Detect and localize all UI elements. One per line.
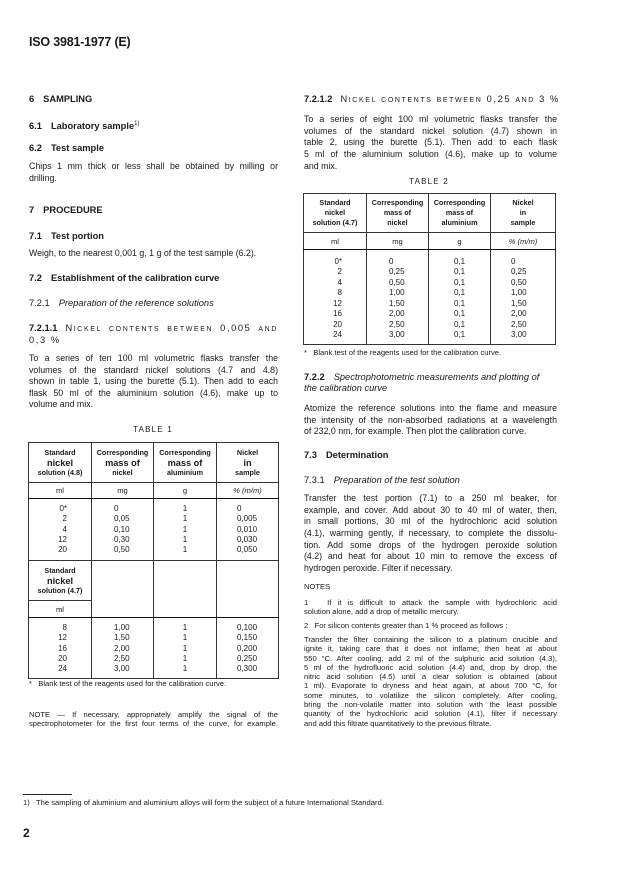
table-cell: 0,05	[114, 514, 130, 524]
empty-cell	[154, 561, 217, 618]
table-cell: 1,00	[114, 623, 130, 632]
table-cell: 20	[333, 319, 342, 329]
table-cell: 2,00	[511, 309, 527, 318]
header-line: nickel	[46, 575, 74, 586]
header-line: mass of	[105, 457, 140, 468]
section-number: 7.3.1	[304, 475, 325, 485]
section-number: 7.2	[29, 273, 42, 283]
section-6-2-heading	[29, 142, 278, 154]
table-cell: 0*	[59, 504, 67, 513]
section-number: 7.2.1	[29, 298, 50, 308]
table-cell: 20	[58, 653, 67, 663]
section-title: Preparation of the reference solutions	[58, 298, 214, 308]
text-line: 550 °C. After cooling, add 2 ml of the sulphuric acid solution (4.3),	[304, 653, 557, 663]
text-line: volumes of the standard nickel solutions (4.7 and 4.8)	[29, 364, 278, 375]
table-cell: 0,30	[114, 534, 130, 544]
header-line: Corresponding	[96, 447, 149, 457]
table-cell: 20	[58, 545, 67, 555]
table-2-footnote	[304, 348, 557, 357]
table-cell: 1	[182, 534, 188, 544]
section-7-2-1-1-heading	[29, 323, 278, 346]
header-mass-of-aluminium	[429, 194, 491, 233]
table-cell: 1	[182, 504, 188, 513]
table-cell: 1,50	[511, 298, 527, 308]
section-7-2-1-2-heading	[304, 94, 560, 106]
text-line: volume and mix.	[29, 399, 94, 409]
text-line: drilling.	[29, 172, 57, 183]
table-cell: 3,00	[511, 330, 527, 339]
table-1-caption: TABLE 1	[133, 425, 173, 434]
section-number: 7	[29, 205, 35, 215]
data-column-volume	[29, 499, 92, 561]
header-line: in	[519, 208, 527, 217]
section-7-3-1-paragraph	[304, 493, 557, 575]
table-cell: 24	[58, 664, 67, 674]
table-cell: 0	[511, 256, 516, 266]
section-7-2-heading	[29, 272, 278, 284]
text-line: To a series of eight 100 ml volumetric flasks transfer the	[304, 114, 557, 124]
section-6-heading	[29, 93, 278, 105]
unit-cell: % (m/m)	[491, 233, 556, 250]
header-line: Standard	[44, 565, 76, 575]
table-cell: 2,50	[389, 319, 405, 329]
table-cell: 2	[62, 514, 67, 524]
table-cell: 0	[237, 504, 242, 513]
section-title: SAMPLING	[43, 94, 93, 104]
text-line: Weigh, to the nearest 0,001 g, 1 g of the test sample (6.2).	[29, 248, 257, 258]
text-line: Chips 1 mm thick or less shall be obtained by milling or	[29, 161, 278, 171]
table-cell: 2	[337, 267, 342, 276]
table-cell: 12	[58, 534, 67, 544]
unit-cell: ml	[304, 233, 367, 250]
empty-cell	[92, 561, 154, 618]
section-number: 6	[29, 94, 35, 104]
text-line: some minutes, to volatilize the silicon completely. After cooling,	[304, 690, 557, 700]
data-column-nickel-percent	[217, 618, 279, 679]
table-cell: 0,100	[237, 623, 258, 632]
table-cell: 3,00	[114, 664, 130, 674]
data-column-volume	[29, 618, 92, 679]
table-cell: 0,1	[453, 319, 466, 329]
header-mass-of-nickel	[367, 194, 429, 233]
section-7-2-1-2-paragraph	[304, 114, 557, 172]
unit-cell: mg	[367, 233, 429, 250]
unit-cell: ml	[29, 601, 92, 618]
table-cell: 12	[333, 298, 342, 308]
footnote-text: The sampling of aluminium and aluminium alloys will form the subject of a future International Standard.	[36, 798, 384, 807]
header-mass-of-aluminium	[154, 443, 217, 483]
header-line: in	[243, 457, 252, 468]
table-cell: 16	[58, 643, 67, 653]
heading-line	[304, 372, 557, 383]
text-line: (4.2) and heat for about 10 min to remove the excess of	[304, 551, 557, 562]
text-line: nitric acid solution (4.5) until a clear solution is obtained (about	[304, 672, 557, 682]
table-subheader-row	[29, 561, 279, 601]
table-cell: 1	[182, 653, 188, 663]
table-unit-row	[29, 483, 279, 499]
header-line: nickel	[46, 457, 74, 468]
section-7-2-2-heading	[304, 372, 557, 394]
table-cell: 2,50	[511, 319, 527, 329]
table-cell: 0	[389, 256, 394, 266]
text-line: flask 50 ml of the aluminium solution (4.6), make up to	[29, 387, 278, 398]
table-1	[28, 442, 279, 679]
unit-cell: % (m/m)	[217, 483, 279, 499]
table-cell: 0,1	[453, 267, 466, 276]
text-line: volumes of the standard nickel solution (4.7) shown in	[304, 125, 557, 136]
table-cell: 0,300	[237, 664, 258, 674]
table-cell: 12	[58, 633, 67, 643]
section-title: Nickel contents between 0,005 and	[65, 323, 278, 333]
table-cell: 0,1	[453, 298, 466, 308]
table-cell: 24	[333, 330, 342, 339]
data-column-mass-nickel	[367, 250, 429, 345]
header-line: sample	[235, 467, 260, 477]
section-title: Determination	[325, 450, 389, 460]
table-cell: 8	[337, 288, 342, 297]
header-line: Standard	[319, 198, 351, 207]
data-column-mass-nickel	[92, 499, 154, 561]
note-1	[304, 598, 557, 617]
table-cell: 1	[182, 545, 188, 555]
header-nickel-in-sample	[217, 443, 279, 483]
section-7-heading	[29, 204, 278, 216]
data-column-mass-nickel	[92, 618, 154, 679]
table-cell: 1,00	[389, 288, 405, 297]
text-line: and mix.	[304, 160, 338, 171]
header-line: Corresponding	[159, 447, 211, 457]
header-line: Nickel	[236, 447, 259, 457]
table-cell: 0,1	[453, 288, 466, 297]
section-number: 7.2.1.1	[29, 323, 58, 333]
header-line: Corresponding	[371, 198, 424, 207]
table-cell: 0,005	[237, 514, 258, 524]
table-cell: 0,030	[237, 534, 258, 544]
footnote-reference: 1)	[134, 121, 140, 127]
table-cell: 0	[114, 504, 119, 513]
table-cell: 3,00	[389, 330, 405, 339]
table-cell: 1	[182, 514, 188, 524]
text-line: 2 For silicon contents greater than 1 % proceed as follows :	[304, 621, 508, 630]
text-line: ignite it, taking care that it does not inflame; then heat at about	[304, 644, 557, 654]
notes-block	[304, 582, 557, 591]
header-line: aluminium	[167, 467, 203, 477]
table-unit-row	[304, 233, 556, 250]
section-7-2-2-paragraph	[304, 403, 557, 438]
section-6-2-paragraph	[29, 161, 278, 184]
table-header-row	[29, 443, 279, 483]
section-7-1-heading	[29, 230, 278, 242]
header-line: solution (4.8)	[37, 467, 83, 477]
table-cell: 0,1	[453, 256, 466, 266]
notes-heading: NOTES	[304, 582, 331, 591]
header-line: Corresponding	[433, 198, 486, 207]
header-line: aluminium	[441, 218, 478, 227]
table-cell: 0,200	[237, 643, 258, 653]
table-cell: 8	[62, 623, 67, 632]
table-cell: 16	[333, 309, 342, 318]
table-cell: 1	[182, 664, 188, 674]
section-title: Test sample	[50, 143, 104, 153]
heading-line	[304, 94, 560, 106]
unit-cell: mg	[92, 483, 154, 499]
table-cell: 0,50	[389, 277, 405, 287]
text-line: hydrogen peroxide. Filter if necessary.	[304, 563, 453, 574]
table-cell: 1	[182, 524, 188, 534]
table-cell: 0,50	[511, 277, 527, 287]
table-cell: 0,25	[511, 267, 527, 276]
table-cell: 0*	[334, 256, 342, 266]
text-line: and add this filtrate quantitatively to the previous filtrate.	[304, 718, 492, 728]
section-number: 7.2.2	[304, 372, 325, 382]
header-line: mass of	[383, 208, 412, 217]
text-line: (4.1), warming gently, if necessary, to complete the dissolu-	[304, 528, 557, 539]
header-nickel-in-sample	[491, 194, 556, 233]
table-cell: 4	[337, 277, 342, 287]
header-line: solution (4.7)	[37, 585, 83, 595]
header-line: Nickel	[512, 198, 534, 207]
data-column-mass-aluminium	[154, 618, 217, 679]
page-number: 2	[23, 826, 30, 840]
section-title-continuation: 0,3 %	[29, 334, 61, 345]
calibration-note	[29, 710, 278, 729]
text-line: in small portions, 30 ml of the hydrochloric acid solution	[304, 516, 557, 527]
data-column-nickel-percent	[491, 250, 556, 345]
text-line: quantity of the hydrochloric acid solution (4.1), filter if necessary	[304, 709, 557, 719]
text-line: 1 If it is difficult to attack the sample with hydrochloric acid	[304, 598, 557, 607]
data-column-mass-aluminium	[429, 250, 491, 345]
header-line: nickel	[112, 467, 133, 477]
table-cell: 0,1	[453, 330, 466, 339]
header-line: sample	[510, 218, 536, 227]
section-title: Test portion	[50, 231, 104, 241]
text-line: * Blank test of the reagents used for the calibration curve.	[304, 348, 502, 357]
section-7-3-heading	[304, 449, 557, 461]
table-cell: 0,050	[237, 545, 258, 555]
data-column-volume	[304, 250, 367, 345]
header-line: Standard	[44, 447, 76, 457]
table-cell: 0,150	[237, 633, 258, 643]
table-cell: 1,50	[389, 298, 405, 308]
text-line: shown in table 1, using the burette (5.1). Then add to each	[29, 376, 278, 386]
text-line: tion. Add some drops of the hydrogen peroxide solution	[304, 539, 557, 550]
section-title: Preparation of the test solution	[333, 475, 460, 485]
unit-cell: g	[154, 483, 217, 499]
header-line: solution (4.7)	[312, 218, 358, 227]
header-mass-of-nickel	[92, 443, 154, 483]
text-line: example, and cover. Add about 30 to 40 ml of water, then,	[304, 504, 557, 515]
section-title: Nickel contents between 0,25 and 3 %	[340, 94, 560, 104]
section-7-3-1-heading	[304, 474, 557, 486]
document-id: ISO 3981-1977 (E)	[29, 35, 131, 49]
table-cell: 0,250	[237, 653, 258, 663]
unit-cell: g	[429, 233, 491, 250]
section-title: Laboratory sample	[50, 121, 135, 131]
section-7-2-1-1-paragraph	[29, 353, 278, 411]
section-title: Establishment of the calibration curve	[50, 273, 220, 283]
text-line: NOTE — If necessary, appropriately amplify the signal of the	[29, 710, 278, 719]
table-cell: 2,50	[114, 653, 130, 663]
text-line: Transfer the test portion (7.1) to a 250 ml beaker, for	[304, 493, 557, 503]
table-cell: 1	[182, 633, 188, 643]
heading-line	[29, 323, 278, 335]
footnote-separator	[23, 794, 72, 795]
section-7-1-paragraph	[29, 248, 278, 260]
table-data-group	[304, 250, 556, 345]
table-header-row	[304, 194, 556, 233]
page-footnote	[23, 798, 384, 808]
section-6-1-heading	[29, 118, 278, 132]
section-title: PROCEDURE	[43, 205, 103, 215]
header-line: nickel	[324, 208, 346, 217]
table-cell: 0,1	[453, 309, 466, 318]
subheader-standard-nickel-solution	[29, 561, 92, 601]
header-line: mass of	[445, 208, 474, 217]
text-line: Atomize the reference solutions into the flame and measure	[304, 403, 557, 413]
table-cell: 0,50	[114, 545, 130, 555]
text-line: To a series of ten 100 ml volumetric flasks transfer the	[29, 353, 278, 363]
table-cell: 0,25	[389, 267, 405, 276]
table-cell: 2,00	[114, 643, 130, 653]
section-number: 7.3	[304, 450, 317, 460]
table-cell: 1	[182, 643, 188, 653]
table-2	[303, 193, 556, 345]
unit-cell: ml	[29, 483, 92, 499]
header-standard-nickel-solution	[29, 443, 92, 483]
section-number: 6.1	[29, 121, 42, 131]
table-data-group-2	[29, 618, 279, 679]
table-cell: 1,00	[511, 288, 527, 297]
text-line: * Blank test of the reagents used for the calibration curve.	[29, 679, 227, 688]
section-title: Spectrophotometric measurements and plotting of	[333, 372, 540, 382]
table-cell: 2,00	[389, 309, 405, 318]
text-line: the intensity of the non-absorbed radiations at a wavelength	[304, 414, 557, 425]
section-number: 7.1	[29, 231, 42, 241]
table-cell: 1,50	[114, 633, 130, 643]
text-line: of 232,0 nm, for example. Then plot the calibration curve.	[304, 426, 527, 437]
text-line: solution alone, add a drop of metallic mercury.	[304, 607, 459, 617]
note-2-body	[304, 635, 557, 728]
section-7-2-1-heading	[29, 297, 278, 309]
empty-cell	[217, 561, 279, 618]
text-line: 5 ml of the aluminium solution (4.6), make up to volume	[304, 149, 557, 160]
table-2-caption: TABLE 2	[409, 177, 449, 186]
note-2-intro	[304, 621, 557, 630]
header-line: mass of	[167, 457, 203, 468]
table-1-footnote	[29, 679, 278, 688]
table-cell: 0,010	[237, 524, 258, 534]
text-line: bring the non-volatile matter into solution with the least possible	[304, 700, 557, 710]
section-title-continuation: the calibration curve	[304, 383, 388, 393]
table-cell: 1	[182, 623, 188, 632]
text-line: 1 ml). Evaporate to dryness and heat again, at about 700 °C, for	[304, 681, 557, 691]
table-cell: 4	[62, 524, 67, 534]
text-line: 5 ml of the hydrofluoric acid solution (4.4) and, drop by drop, the	[304, 662, 557, 672]
footnote-marker: 1)	[23, 798, 30, 807]
data-column-mass-aluminium	[154, 499, 217, 561]
section-number: 7.2.1.2	[304, 94, 333, 104]
section-number: 6.2	[29, 143, 42, 153]
text-line: Transfer the filter containing the silicon to a platinum crucible and	[304, 635, 557, 644]
text-line: spectrophotometer for the first four terms of the curve, for example.	[29, 719, 278, 729]
header-standard-nickel-solution	[304, 194, 367, 233]
data-column-nickel-percent	[217, 499, 279, 561]
header-line: nickel	[387, 218, 408, 227]
table-cell: 0,1	[453, 277, 466, 287]
text-line: table 2, using the burette (5.1). Then add to each flask	[304, 137, 557, 148]
table-cell: 0,10	[114, 524, 130, 534]
table-data-group-1	[29, 499, 279, 561]
